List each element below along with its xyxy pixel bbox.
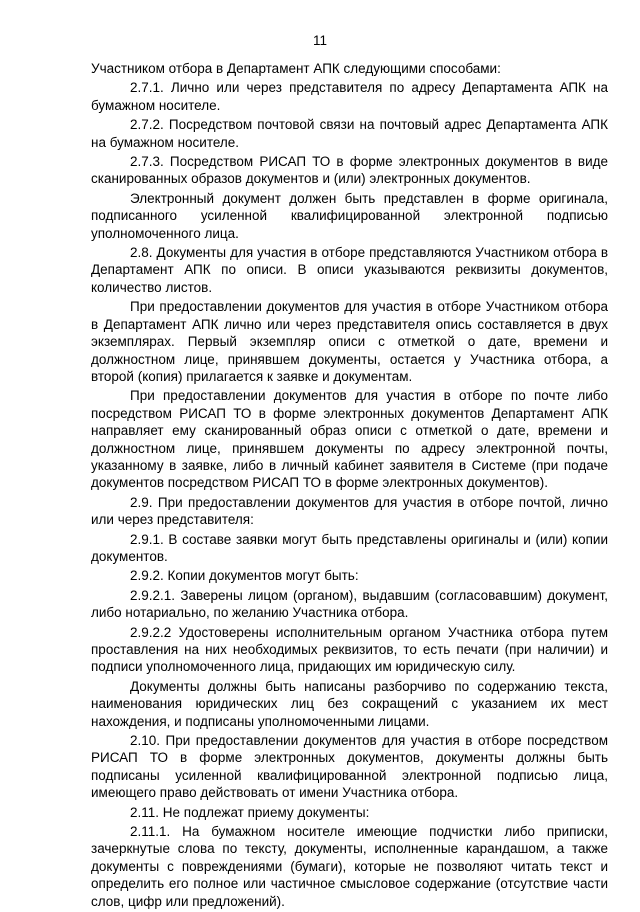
paragraph-2-11-1: 2.11.1. На бумажном носителе имеющие подчистки либо приписки, зачеркнутые слова по тексту, документы, исполненные карандашом, а также документы с повреждениями (бумаги), которые не позволяют читать текст и определить его полное или частичное смысловое содержание (отсутствие части слов, цифр или предложений). [91, 824, 608, 909]
paragraph-2-7-2: 2.7.2. Посредством почтовой связи на почтовый адрес Департамента АПК на бумажном носителе. [91, 117, 608, 150]
paragraph-2-9: 2.9. При предоставлении документов для участия в отборе почтой, лично или через представителя: [91, 494, 608, 528]
paragraph-in-person-inventory: При предоставлении документов для участия в отборе Участником отбора в Департамент АПК лично или через представителя опись составляется в двух экземплярах. Первый экземпляр описи с отметкой о дате, времени и должностном лице, принявшем документы, остается у Участника отбора, а второй (копия) прилагается к заявке и документам. [91, 299, 608, 384]
paragraph-2-7-1: 2.7.1. Лично или через представителя по адресу Департамента АПК на бумажном носителе. [91, 80, 608, 113]
paragraph-2-9-2-2: 2.9.2.2 Удостоверены исполнительным органом Участника отбора путем проставления на них необходимых реквизитов, то есть печати (при наличии) и подписи уполномоченного лица, придающих им юридическую силу. [91, 624, 608, 675]
paragraph-electronic-document: Электронный документ должен быть представлен в форме оригинала, подписанного усиленной квалифицированной электронной подписью уполномоченного лица. [91, 190, 608, 241]
paragraph-legibility: Документы должны быть написаны разборчиво по содержанию текста, наименования юридических лиц без сокращений с указанием их мест нахождения, и подписаны уполномоченными лицами. [91, 678, 608, 729]
paragraph-2-9-2-1: 2.9.2.1. Заверены лицом (органом), выдавшим (согласовавшим) документ, либо нотариально, по желанию Участника отбора. [91, 587, 608, 621]
paragraph-2-8: 2.8. Документы для участия в отборе представляются Участником отбора в Департамент АПК по описи. В описи указываются реквизиты документов, количество листов. [91, 245, 608, 295]
paragraph-2-9-1: 2.9.1. В составе заявки могут быть представлены оригиналы и (или) копии документов. [91, 531, 608, 564]
paragraph-2-7-3: 2.7.3. Посредством РИСАП ТО в форме электронных документов в виде сканированных образов документов и (или) электронных документов. [91, 154, 608, 187]
document-body [91, 60, 608, 912]
paragraph-continuation: Участником отбора в Департамент АПК следующими способами: [91, 61, 501, 76]
paragraph-2-11: 2.11. Не подлежат приему документы: [130, 804, 370, 820]
paragraph-mail-inventory: При предоставлении документов для участия в отборе по почте либо посредством РИСАП ТО в форме электронных документов Департамент АПК направляет ему сканированный образ описи с отметкой о дате, времени и должностном лице, принявшем документы по адресу электронной почты, указанному в заявке, либо в личный кабинет заявителя в Системе (при подаче документов посредством РИСАП ТО в форме электронных документов). [91, 388, 608, 491]
paragraph-2-9-2: 2.9.2. Копии документов могут быть: [130, 568, 359, 584]
paragraph-2-10: 2.10. При предоставлении документов для участия в отборе посредством РИСАП ТО в форме электронных документов, документы должны быть подписаны усиленной квалифицированной электронной подписью лица, имеющего право действовать от имени Участника отбора. [91, 733, 608, 801]
page-number: 11 [312, 33, 327, 48]
